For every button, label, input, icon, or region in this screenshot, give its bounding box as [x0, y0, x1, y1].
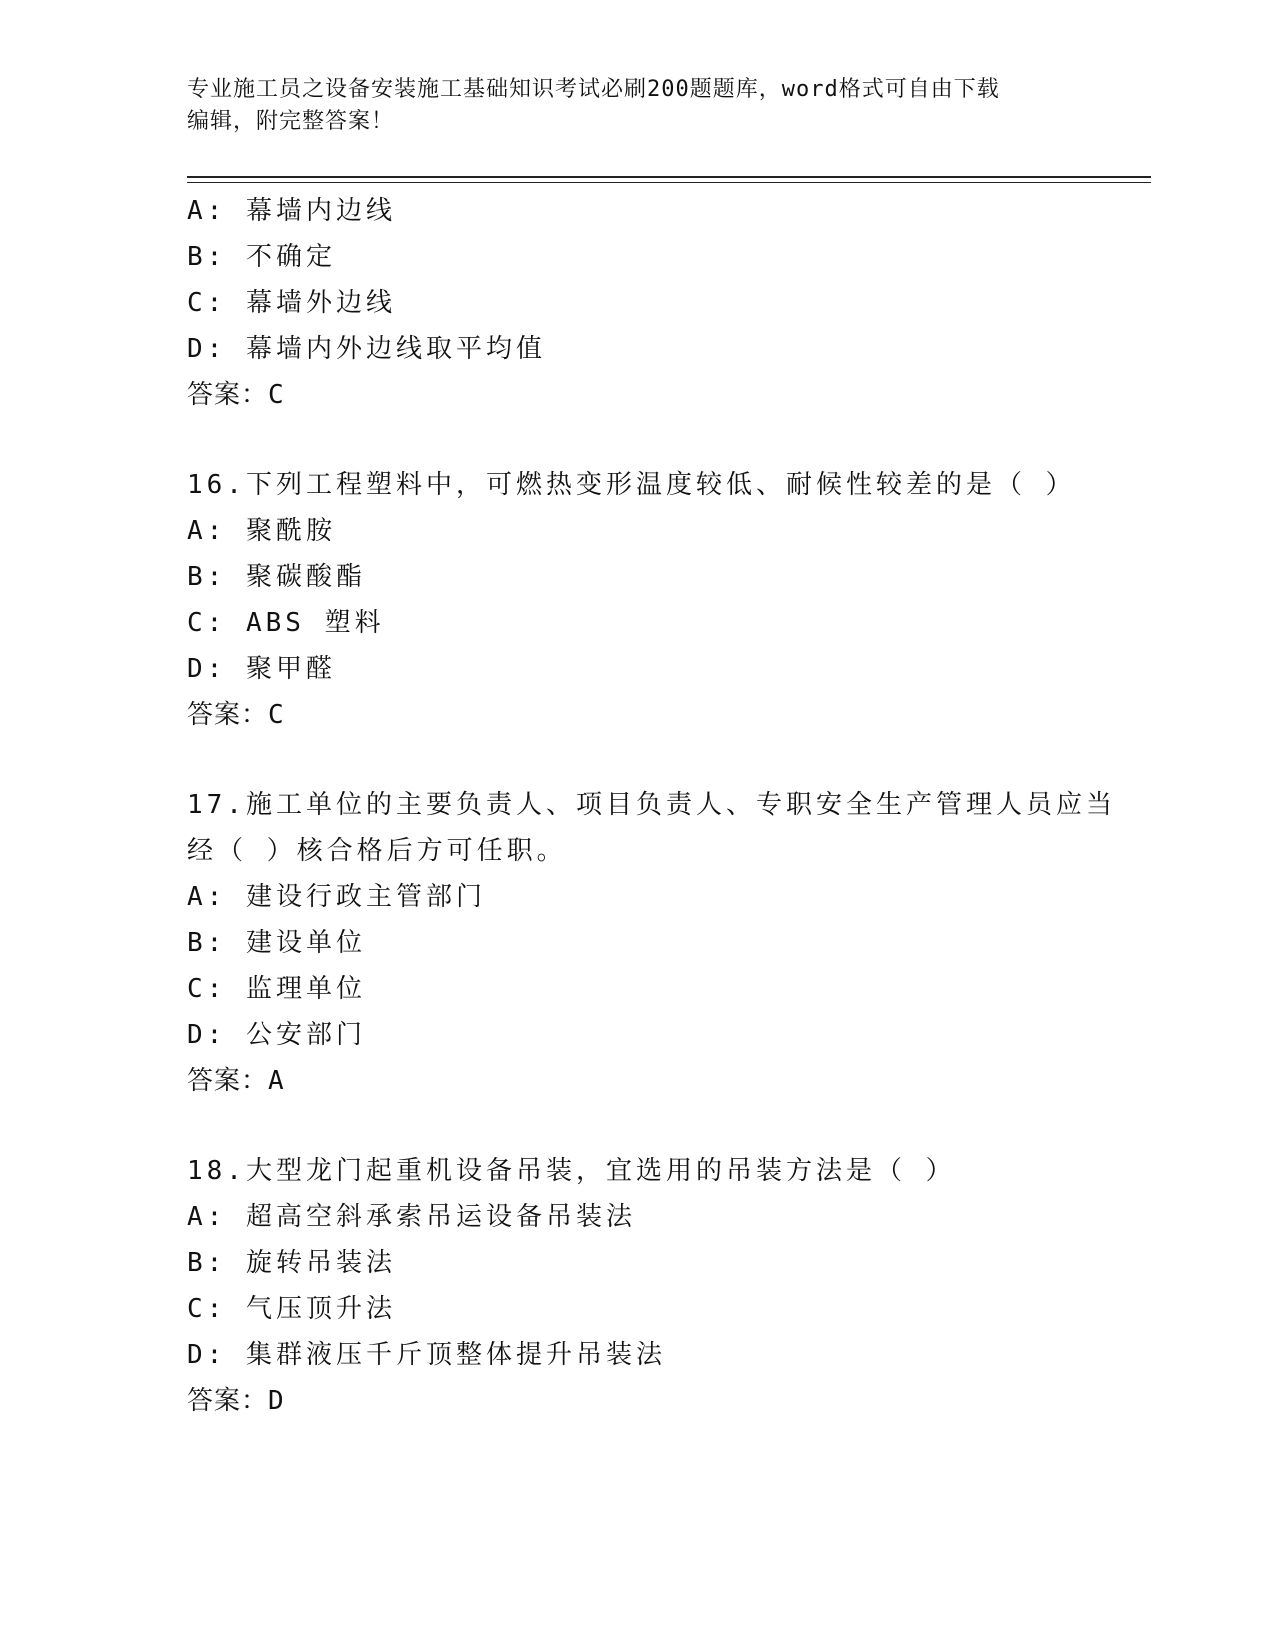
- option-c: C: ABS 塑料: [187, 608, 385, 638]
- option-a: A: 幕墙内边线: [187, 196, 396, 226]
- option-b: B: 不确定: [187, 242, 336, 272]
- question-text: 16.下列工程塑料中，可燃热变形温度较低、耐候性较差的是（ ）: [187, 470, 1076, 500]
- option-a: A: 聚酰胺: [187, 516, 336, 546]
- question-15-options: [187, 188, 1087, 418]
- option-d: D: 公安部门: [187, 1020, 366, 1050]
- question-18: [187, 1148, 1087, 1424]
- option-c: C: 气压顶升法: [187, 1294, 396, 1324]
- option-a: A: 建设行政主管部门: [187, 882, 486, 912]
- answer: 答案：A: [187, 1066, 285, 1096]
- option-b: B: 聚碳酸酯: [187, 562, 366, 592]
- spacer: [187, 738, 1087, 782]
- spacer: [187, 1104, 1087, 1148]
- question-text: 18.大型龙门起重机设备吊装，宜选用的吊装方法是（ ）: [187, 1156, 956, 1186]
- header-line-2: 编辑，附完整答案！: [187, 109, 395, 134]
- option-b: B: 旋转吊装法: [187, 1248, 396, 1278]
- header-divider-thick: [187, 176, 1151, 178]
- spacer: [187, 418, 1087, 462]
- option-a: A: 超高空斜承索吊运设备吊装法: [187, 1202, 636, 1232]
- header-line-1: 专业施工员之设备安装施工基础知识考试必刷200题题库，word格式可自由下载: [187, 77, 1000, 102]
- header-divider-thin: [187, 182, 1151, 183]
- question-17: [187, 782, 1116, 1104]
- option-d: D: 聚甲醛: [187, 654, 336, 684]
- option-c: C: 幕墙外边线: [187, 288, 396, 318]
- answer: 答案：C: [187, 700, 285, 730]
- option-d: D: 集群液压千斤顶整体提升吊装法: [187, 1340, 666, 1370]
- question-16: [187, 462, 1087, 738]
- option-c: C: 监理单位: [187, 974, 366, 1004]
- answer: 答案：D: [187, 1386, 285, 1416]
- question-text-line-2: 经（ ）核合格后方可任职。: [187, 836, 567, 866]
- document-header: [187, 74, 1067, 138]
- question-list: [187, 188, 1116, 1424]
- answer: 答案：C: [187, 380, 285, 410]
- question-text-line-1: 17.施工单位的主要负责人、项目负责人、专职安全生产管理人员应当: [187, 790, 1116, 820]
- option-d: D: 幕墙内外边线取平均值: [187, 334, 546, 364]
- option-b: B: 建设单位: [187, 928, 366, 958]
